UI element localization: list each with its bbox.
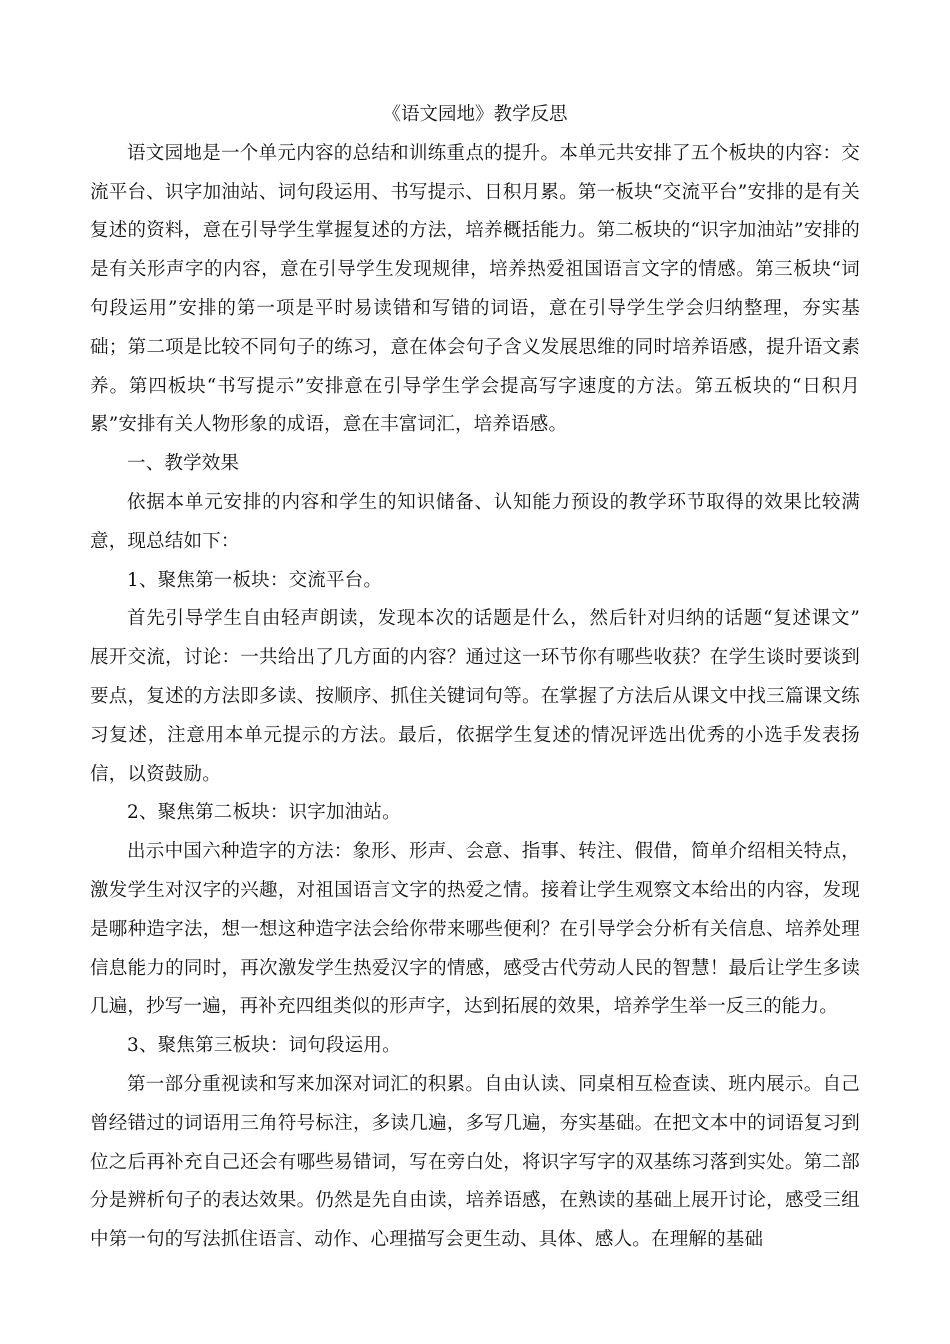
heading-section-1: 1、聚焦第一板块：交流平台。 — [127, 569, 383, 591]
paragraph-intro: 语文园地是一个单元内容的总结和训练重点的提升。本单元共安排了五个板块的内容：交流平台、识字加油站、词句段运用、书写提示、日积月累。第一板块“交流平台”安排的是有关复述的资料，意在引导学生掌握复述的方法，培养概括能力。第二板块的“识字加油站”安排的是有关形声字的内容，意在引导学生发现规律，培养热爱祖国语言文字的情感。第三板块“词句段运用”安排的第一项是平时易读错和写错的词语，意在引导学生学会归纳整理，夯实基础；第二项是比较不同句子的练习，意在体会句子含义发展思维的同时培养语感，提升语文素养。第四板块“书写提示”安排意在引导学生学会提高写字速度的方法。第五板块的“日积月累”安排有关人物形象的成语，意在丰富词汇，培养语感。 — [90, 142, 860, 436]
paragraph-section-2: 出示中国六种造字的方法：象形、形声、会意、指事、转注、假借，简单介绍相关特点，激发学生对汉字的兴趣，对祖国语言文字的热爱之情。接着让学生观察文本给出的内容，发现是哪种造字法，想一想这种造字法会给你带来哪些便利？在引导学会分析有关信息、培养处理信息能力的同时，再次激发学生热爱汉字的情感，感受古代劳动人民的智慧！最后让学生多读几遍，抄写一遍，再补充四组类似的形声字，达到拓展的效果，培养学生举一反三的能力。 — [90, 841, 860, 1018]
heading-section-2: 2、聚焦第二板块：识字加油站。 — [127, 802, 401, 824]
paragraph-section-1: 首先引导学生自由轻声朗读，发现本次的话题是什么，然后针对归纳的话题“复述课文” 展开交流，讨论：一共给出了几方面的内容？通过这一环节你有哪些收获？在学生谈时要谈到要点，复述的方法即多读、按顺序、抓住关键词句等。在掌握了方法后从课文中找三篇课文练习复述，注意用本单元提示的方法。最后，依据学生复述的情况评选出优秀的小选手发表扬信，以资鼓励。 — [90, 608, 879, 785]
document-body — [90, 96, 879, 1260]
paragraph-summary: 依据本单元安排的内容和学生的知识储备、认知能力预设的教学环节取得的效果比较满意，现总结如下： — [90, 491, 860, 552]
paragraph-section-3: 第一部分重视读和写来加深对词汇的积累。自由认读、同桌相互检查读、班内展示。自己曾经错过的词语用三角符号标注，多读几遍，多写几遍，夯实基础。在把文本中的词语复习到位之后再补充自己还会有哪些易错词，写在旁白处，将识字写字的双基练习落到实处。第二部分是辨析句子的表达效果。仍然是先自由读，培养语感，在熟读的基础上展开讨论，感受三组中第一句的写法抓住语言、动作、心理描写会更生动、具体、感人。在理解的基础 — [90, 1073, 860, 1251]
heading-section-3: 3、聚焦第三板块：词句段运用。 — [127, 1035, 401, 1057]
document-title: 《语文园地》教学反思 — [382, 104, 568, 125]
heading-teaching-effect: 一、教学效果 — [127, 453, 240, 475]
